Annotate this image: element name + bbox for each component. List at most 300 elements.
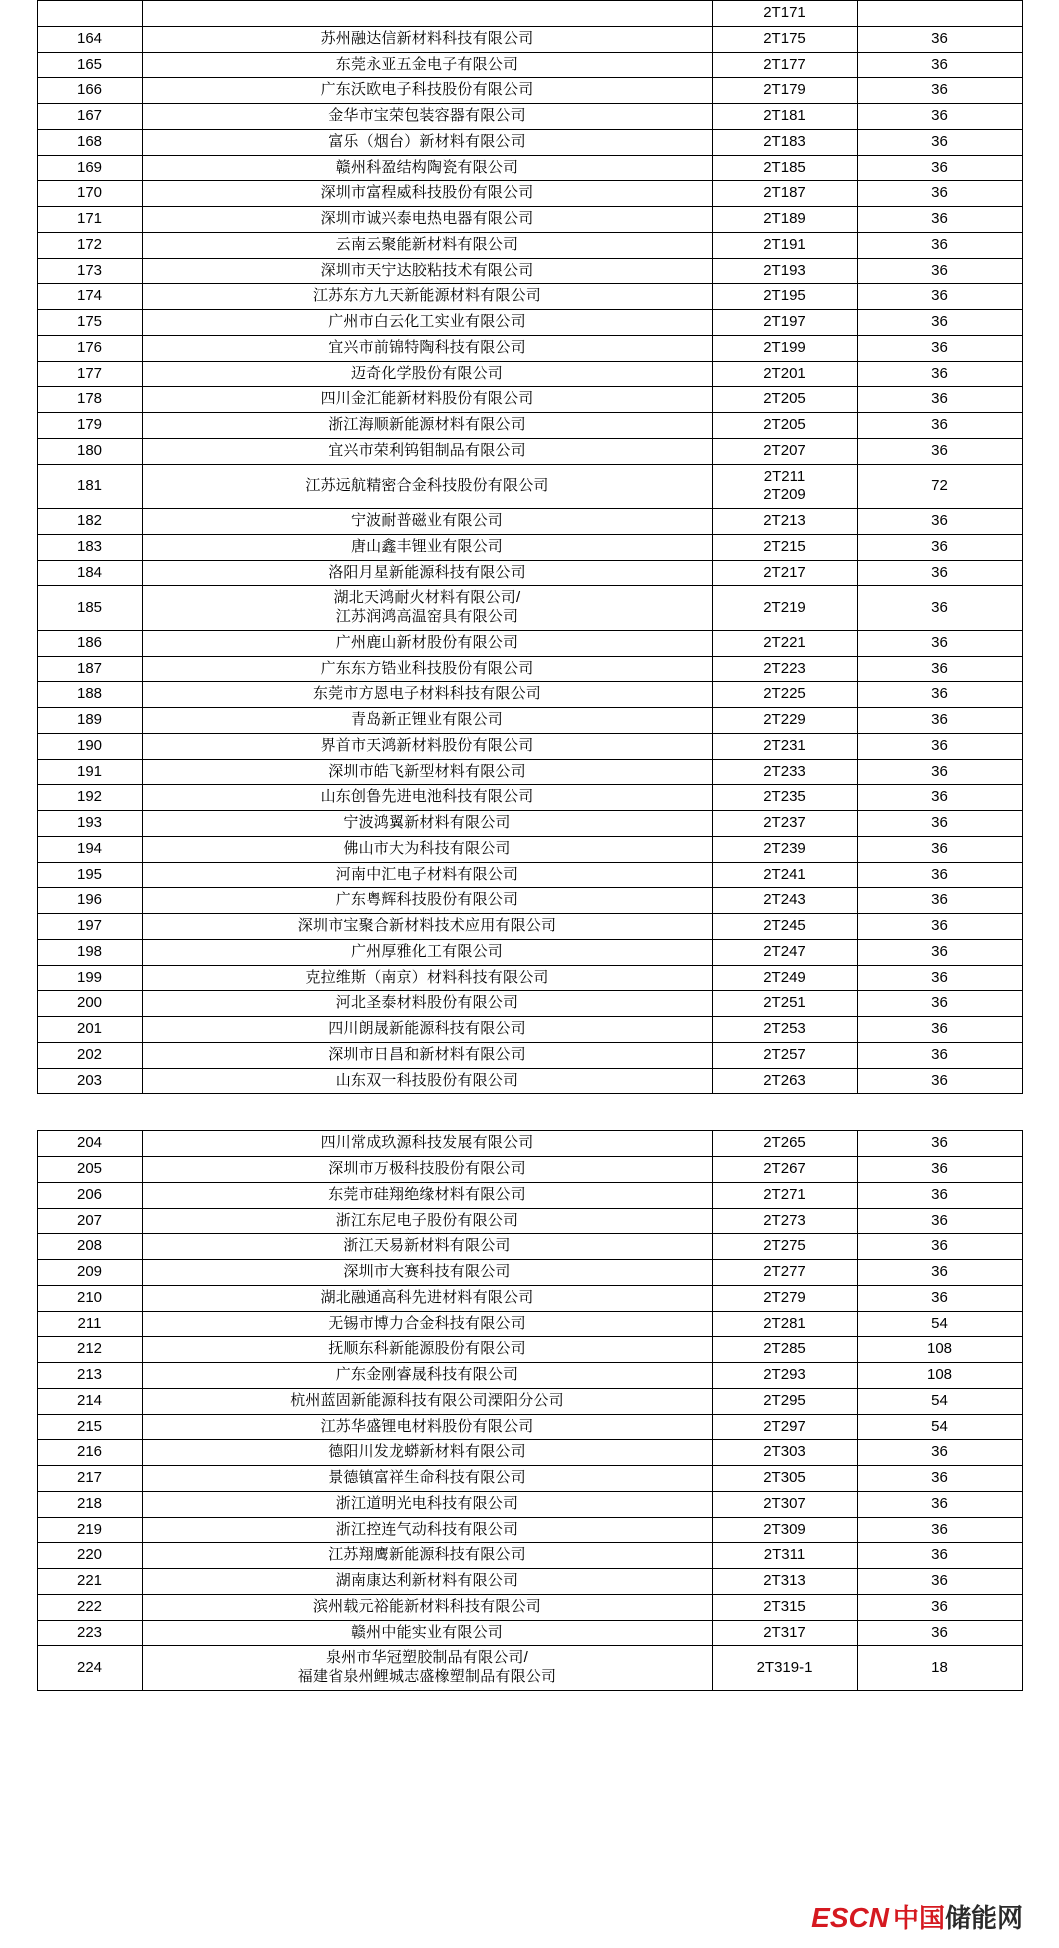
- cell-booth-area: 72: [857, 464, 1022, 509]
- cell-serial-number: 207: [37, 1208, 142, 1234]
- cell-company-name: 东莞市方恩电子材料科技有限公司: [142, 682, 712, 708]
- table-row: [37, 939, 1022, 965]
- cell-booth-number: 2T295: [712, 1388, 857, 1414]
- cell-serial-number: 224: [37, 1646, 142, 1691]
- cell-serial-number: 177: [37, 361, 142, 387]
- table-row: [37, 335, 1022, 361]
- cell-serial-number: 210: [37, 1285, 142, 1311]
- table-row: [37, 1157, 1022, 1183]
- cell-serial-number: 191: [37, 759, 142, 785]
- cell-serial-number: 190: [37, 733, 142, 759]
- table-row: [37, 1646, 1022, 1691]
- cell-booth-number: 2T319-1: [712, 1646, 857, 1691]
- table-body: [37, 1, 1022, 1094]
- cell-booth-area: 36: [857, 939, 1022, 965]
- table-row: [37, 1594, 1022, 1620]
- cell-company-name: 深圳市日昌和新材料有限公司: [142, 1042, 712, 1068]
- cell-company-name: 滨州载元裕能新材料科技有限公司: [142, 1594, 712, 1620]
- cell-company-name: 赣州中能实业有限公司: [142, 1620, 712, 1646]
- cell-company-name: 迈奇化学股份有限公司: [142, 361, 712, 387]
- table-row: [37, 284, 1022, 310]
- table-row: [37, 232, 1022, 258]
- table-row: [37, 1208, 1022, 1234]
- cell-booth-number: 2T235: [712, 785, 857, 811]
- cell-serial-number: 213: [37, 1363, 142, 1389]
- cell-booth-number: 2T245: [712, 914, 857, 940]
- cell-booth-area: 36: [857, 811, 1022, 837]
- cell-serial-number: 167: [37, 104, 142, 130]
- cell-company-name: 宁波鸿翼新材料有限公司: [142, 811, 712, 837]
- watermark-rest: 储能网: [944, 1903, 1023, 1933]
- cell-serial-number: 165: [37, 52, 142, 78]
- cell-serial-number: 184: [37, 560, 142, 586]
- cell-company-name: 浙江海顺新能源材料有限公司: [142, 413, 712, 439]
- cell-booth-area: 36: [857, 310, 1022, 336]
- cell-booth-area: 36: [857, 965, 1022, 991]
- cell-company-name: 东莞永亚五金电子有限公司: [142, 52, 712, 78]
- cell-booth-number: 2T305: [712, 1466, 857, 1492]
- cell-serial-number: 170: [37, 181, 142, 207]
- cell-booth-area: 36: [857, 1620, 1022, 1646]
- cell-booth-number: 2T317: [712, 1620, 857, 1646]
- cell-booth-area: 36: [857, 258, 1022, 284]
- table-row: [37, 888, 1022, 914]
- cell-serial-number: 195: [37, 862, 142, 888]
- cell-booth-number: 2T219: [712, 586, 857, 631]
- cell-booth-area: 36: [857, 534, 1022, 560]
- cell-booth-area: 36: [857, 52, 1022, 78]
- cell-serial-number: 193: [37, 811, 142, 837]
- cell-booth-number: 2T309: [712, 1517, 857, 1543]
- cell-booth-area: 36: [857, 733, 1022, 759]
- table-row: [37, 1414, 1022, 1440]
- cell-booth-number: 2T205: [712, 413, 857, 439]
- cell-serial-number: 168: [37, 129, 142, 155]
- cell-serial-number: 173: [37, 258, 142, 284]
- cell-booth-area: 36: [857, 560, 1022, 586]
- cell-serial-number: 172: [37, 232, 142, 258]
- table-row: [37, 1311, 1022, 1337]
- cell-company-name: 江苏远航精密合金科技股份有限公司: [142, 464, 712, 509]
- cell-company-name: 克拉维斯（南京）材料科技有限公司: [142, 965, 712, 991]
- cell-booth-area: 54: [857, 1388, 1022, 1414]
- cell-booth-area: 36: [857, 335, 1022, 361]
- cell-booth-area: 36: [857, 991, 1022, 1017]
- cell-company-name: 泉州市华冠塑胶制品有限公司/ 福建省泉州鲤城志盛橡塑制品有限公司: [142, 1646, 712, 1691]
- table-row: [37, 560, 1022, 586]
- cell-booth-number: 2T201: [712, 361, 857, 387]
- cell-serial-number: 198: [37, 939, 142, 965]
- table-row: [37, 630, 1022, 656]
- cell-company-name: 唐山鑫丰锂业有限公司: [142, 534, 712, 560]
- table-row: [37, 914, 1022, 940]
- cell-booth-area: 108: [857, 1363, 1022, 1389]
- table-row: [37, 387, 1022, 413]
- cell-booth-area: 54: [857, 1414, 1022, 1440]
- cell-serial-number: 188: [37, 682, 142, 708]
- table-row: [37, 811, 1022, 837]
- cell-booth-area: 36: [857, 181, 1022, 207]
- cell-serial-number: 205: [37, 1157, 142, 1183]
- table-body: [37, 1131, 1022, 1691]
- cell-booth-number: 2T231: [712, 733, 857, 759]
- cell-booth-area: 36: [857, 1543, 1022, 1569]
- cell-company-name: 湖北融通高科先进材料有限公司: [142, 1285, 712, 1311]
- cell-booth-area: 36: [857, 1285, 1022, 1311]
- cell-booth-area: 36: [857, 914, 1022, 940]
- cell-company-name: 四川常成玖源科技发展有限公司: [142, 1131, 712, 1157]
- cell-company-name: 杭州蓝固新能源科技有限公司溧阳分公司: [142, 1388, 712, 1414]
- table-row: [37, 1182, 1022, 1208]
- cell-company-name: 广州市白云化工实业有限公司: [142, 310, 712, 336]
- cell-company-name: 山东双一科技股份有限公司: [142, 1068, 712, 1094]
- cell-booth-area: 36: [857, 862, 1022, 888]
- cell-booth-number: 2T263: [712, 1068, 857, 1094]
- table-row: [37, 181, 1022, 207]
- table-row: [37, 708, 1022, 734]
- cell-booth-area: 36: [857, 1042, 1022, 1068]
- cell-booth-number: 2T313: [712, 1569, 857, 1595]
- table-row: [37, 1234, 1022, 1260]
- cell-booth-area: 36: [857, 284, 1022, 310]
- cell-booth-area: 36: [857, 104, 1022, 130]
- table-row: [37, 1068, 1022, 1094]
- cell-booth-area: 36: [857, 1068, 1022, 1094]
- table-row: [37, 1491, 1022, 1517]
- cell-company-name: 湖北天鸿耐火材料有限公司/ 江苏润鸿高温窑具有限公司: [142, 586, 712, 631]
- table-row: [37, 991, 1022, 1017]
- cell-serial-number: 186: [37, 630, 142, 656]
- cell-booth-number: 2T271: [712, 1182, 857, 1208]
- cell-serial-number: 204: [37, 1131, 142, 1157]
- cell-company-name: 江苏东方九天新能源材料有限公司: [142, 284, 712, 310]
- cell-company-name: 德阳川发龙蟒新材料有限公司: [142, 1440, 712, 1466]
- cell-booth-number: 2T277: [712, 1260, 857, 1286]
- cell-booth-number: 2T303: [712, 1440, 857, 1466]
- cell-booth-number: 2T297: [712, 1414, 857, 1440]
- table-row: [37, 1131, 1022, 1157]
- table-row: [37, 862, 1022, 888]
- cell-booth-area: 36: [857, 1517, 1022, 1543]
- cell-serial-number: 216: [37, 1440, 142, 1466]
- cell-company-name: 广州鹿山新材股份有限公司: [142, 630, 712, 656]
- cell-booth-number: 2T253: [712, 1017, 857, 1043]
- cell-booth-area: 36: [857, 759, 1022, 785]
- cell-booth-area: 36: [857, 888, 1022, 914]
- cell-serial-number: 208: [37, 1234, 142, 1260]
- page-bottom-spacer: [0, 1691, 1059, 1751]
- cell-company-name: 抚顺东科新能源股份有限公司: [142, 1337, 712, 1363]
- cell-serial-number: 178: [37, 387, 142, 413]
- cell-booth-area: 36: [857, 785, 1022, 811]
- cell-company-name: 河南中汇电子材料有限公司: [142, 862, 712, 888]
- cell-booth-number: 2T199: [712, 335, 857, 361]
- cell-serial-number: 197: [37, 914, 142, 940]
- table-row: [37, 1, 1022, 27]
- cell-booth-number: 2T267: [712, 1157, 857, 1183]
- cell-company-name: 深圳市富程威科技股份有限公司: [142, 181, 712, 207]
- cell-booth-area: 36: [857, 1234, 1022, 1260]
- cell-booth-number: 2T251: [712, 991, 857, 1017]
- cell-company-name: 深圳市大赛科技有限公司: [142, 1260, 712, 1286]
- cell-booth-number: 2T311: [712, 1543, 857, 1569]
- cell-booth-number: 2T179: [712, 78, 857, 104]
- cell-booth-area: 36: [857, 1569, 1022, 1595]
- cell-serial-number: 200: [37, 991, 142, 1017]
- cell-serial-number: 212: [37, 1337, 142, 1363]
- table-row: [37, 509, 1022, 535]
- cell-company-name: 深圳市天宁达胶粘技术有限公司: [142, 258, 712, 284]
- cell-booth-area: 36: [857, 232, 1022, 258]
- cell-booth-number: 2T249: [712, 965, 857, 991]
- table-row: [37, 1017, 1022, 1043]
- cell-company-name: 云南云聚能新材料有限公司: [142, 232, 712, 258]
- cell-company-name: 宜兴市前锦特陶科技有限公司: [142, 335, 712, 361]
- table-row: [37, 52, 1022, 78]
- cell-booth-area: 36: [857, 1182, 1022, 1208]
- cell-serial-number: 196: [37, 888, 142, 914]
- cell-company-name: 无锡市博力合金科技有限公司: [142, 1311, 712, 1337]
- cell-company-name: 深圳市诚兴泰电热电器有限公司: [142, 207, 712, 233]
- cell-booth-number: 2T195: [712, 284, 857, 310]
- cell-serial-number: 201: [37, 1017, 142, 1043]
- table-row: [37, 1440, 1022, 1466]
- cell-booth-area: 36: [857, 1466, 1022, 1492]
- cell-booth-area: 36: [857, 1157, 1022, 1183]
- cell-serial-number: 166: [37, 78, 142, 104]
- cell-booth-number: 2T175: [712, 26, 857, 52]
- cell-booth-number: 2T247: [712, 939, 857, 965]
- cell-booth-area: 36: [857, 413, 1022, 439]
- table-row: [37, 1388, 1022, 1414]
- exhibitor-table: [37, 0, 1023, 1094]
- cell-booth-number: 2T293: [712, 1363, 857, 1389]
- cell-serial-number: 183: [37, 534, 142, 560]
- table-row: [37, 586, 1022, 631]
- cell-company-name: 河北圣泰材料股份有限公司: [142, 991, 712, 1017]
- cell-booth-area: 36: [857, 1131, 1022, 1157]
- cell-booth-number: 2T177: [712, 52, 857, 78]
- cell-booth-number: 2T225: [712, 682, 857, 708]
- table-row: [37, 464, 1022, 509]
- cell-booth-number: 2T275: [712, 1234, 857, 1260]
- table-row: [37, 733, 1022, 759]
- cell-company-name: 浙江控连气动科技有限公司: [142, 1517, 712, 1543]
- cell-booth-number: 2T221: [712, 630, 857, 656]
- cell-booth-area: 36: [857, 630, 1022, 656]
- cell-company-name: 宁波耐普磁业有限公司: [142, 509, 712, 535]
- cell-booth-area: 36: [857, 155, 1022, 181]
- cell-serial-number: 187: [37, 656, 142, 682]
- cell-booth-number: 2T205: [712, 387, 857, 413]
- cell-serial-number: 189: [37, 708, 142, 734]
- cell-booth-number: 2T285: [712, 1337, 857, 1363]
- cell-booth-number: 2T197: [712, 310, 857, 336]
- cell-company-name: 山东创鲁先进电池科技有限公司: [142, 785, 712, 811]
- table-row: [37, 1517, 1022, 1543]
- cell-company-name: 深圳市万极科技股份有限公司: [142, 1157, 712, 1183]
- cell-serial-number: 194: [37, 836, 142, 862]
- cell-serial-number: 223: [37, 1620, 142, 1646]
- cell-serial-number: 220: [37, 1543, 142, 1569]
- cell-serial-number: 180: [37, 438, 142, 464]
- table-row: [37, 1337, 1022, 1363]
- cell-booth-number: 2T243: [712, 888, 857, 914]
- cell-company-name: 广东金刚睿晟科技有限公司: [142, 1363, 712, 1389]
- cell-booth-area: 36: [857, 1440, 1022, 1466]
- cell-booth-number: 2T183: [712, 129, 857, 155]
- table-row: [37, 1285, 1022, 1311]
- cell-serial-number: 199: [37, 965, 142, 991]
- cell-serial-number: 211: [37, 1311, 142, 1337]
- cell-booth-number: 2T273: [712, 1208, 857, 1234]
- table-row: [37, 1620, 1022, 1646]
- cell-serial-number: [37, 1, 142, 27]
- cell-booth-area: 36: [857, 26, 1022, 52]
- table-row: [37, 78, 1022, 104]
- cell-booth-number: 2T215: [712, 534, 857, 560]
- cell-booth-number: 2T237: [712, 811, 857, 837]
- watermark-highlight: 中国: [892, 1903, 945, 1933]
- cell-booth-area: 36: [857, 1208, 1022, 1234]
- cell-serial-number: 206: [37, 1182, 142, 1208]
- cell-booth-area: 36: [857, 682, 1022, 708]
- cell-company-name: 景德镇富祥生命科技有限公司: [142, 1466, 712, 1492]
- table-row: [37, 965, 1022, 991]
- cell-booth-area: 36: [857, 438, 1022, 464]
- cell-serial-number: 203: [37, 1068, 142, 1094]
- cell-booth-number: 2T217: [712, 560, 857, 586]
- cell-company-name: 宜兴市荣利钨钼制品有限公司: [142, 438, 712, 464]
- cell-serial-number: 192: [37, 785, 142, 811]
- cell-company-name: 广州厚雅化工有限公司: [142, 939, 712, 965]
- table-row: [37, 759, 1022, 785]
- cell-booth-number: 2T223: [712, 656, 857, 682]
- escn-watermark: [811, 1904, 1023, 1932]
- table-row: [37, 361, 1022, 387]
- cell-booth-area: 36: [857, 1017, 1022, 1043]
- table-row: [37, 104, 1022, 130]
- table-row: [37, 258, 1022, 284]
- table-row: [37, 26, 1022, 52]
- cell-company-name: 深圳市宝聚合新材料技术应用有限公司: [142, 914, 712, 940]
- cell-booth-area: 36: [857, 78, 1022, 104]
- cell-booth-number: 2T239: [712, 836, 857, 862]
- table-row: [37, 155, 1022, 181]
- cell-booth-area: [857, 1, 1022, 27]
- cell-booth-number: 2T265: [712, 1131, 857, 1157]
- exhibitor-table: [37, 1130, 1023, 1691]
- cell-company-name: 佛山市大为科技有限公司: [142, 836, 712, 862]
- table-row: [37, 1260, 1022, 1286]
- cell-company-name: 洛阳月星新能源科技有限公司: [142, 560, 712, 586]
- cell-booth-area: 36: [857, 129, 1022, 155]
- cell-serial-number: 174: [37, 284, 142, 310]
- cell-booth-number: 2T213: [712, 509, 857, 535]
- cell-serial-number: 202: [37, 1042, 142, 1068]
- cell-serial-number: 164: [37, 26, 142, 52]
- cell-booth-number: 2T307: [712, 1491, 857, 1517]
- cell-serial-number: 171: [37, 207, 142, 233]
- cell-company-name: 东莞市硅翔绝缘材料有限公司: [142, 1182, 712, 1208]
- cell-booth-area: 108: [857, 1337, 1022, 1363]
- cell-booth-number: 2T257: [712, 1042, 857, 1068]
- cell-serial-number: 181: [37, 464, 142, 509]
- cell-booth-number: 2T233: [712, 759, 857, 785]
- table-row: [37, 1466, 1022, 1492]
- table-row: [37, 1363, 1022, 1389]
- block-separator: [0, 1094, 1059, 1130]
- cell-booth-number: 2T181: [712, 104, 857, 130]
- cell-booth-number: 2T193: [712, 258, 857, 284]
- cell-booth-number: 2T189: [712, 207, 857, 233]
- cell-booth-number: 2T171: [712, 1, 857, 27]
- cell-serial-number: 209: [37, 1260, 142, 1286]
- cell-booth-area: 36: [857, 509, 1022, 535]
- table-row: [37, 785, 1022, 811]
- cell-booth-number: 2T185: [712, 155, 857, 181]
- cell-serial-number: 215: [37, 1414, 142, 1440]
- cell-booth-area: 18: [857, 1646, 1022, 1691]
- cell-company-name: 富乐（烟台）新材料有限公司: [142, 129, 712, 155]
- cell-company-name: 四川金汇能新材料股份有限公司: [142, 387, 712, 413]
- cell-company-name: 赣州科盈结构陶瓷有限公司: [142, 155, 712, 181]
- cell-booth-number: 2T187: [712, 181, 857, 207]
- cell-company-name: 浙江道明光电科技有限公司: [142, 1491, 712, 1517]
- cell-booth-number: 2T191: [712, 232, 857, 258]
- cell-serial-number: 175: [37, 310, 142, 336]
- cell-booth-area: 36: [857, 1594, 1022, 1620]
- cell-booth-area: 36: [857, 387, 1022, 413]
- table-row: [37, 1569, 1022, 1595]
- cell-booth-number: 2T207: [712, 438, 857, 464]
- cell-company-name: 四川朗晟新能源科技有限公司: [142, 1017, 712, 1043]
- cell-serial-number: 221: [37, 1569, 142, 1595]
- cell-booth-area: 54: [857, 1311, 1022, 1337]
- table-row: [37, 1543, 1022, 1569]
- cell-booth-number: 2T281: [712, 1311, 857, 1337]
- cell-company-name: 江苏翔鹰新能源科技有限公司: [142, 1543, 712, 1569]
- cell-booth-number: 2T315: [712, 1594, 857, 1620]
- cell-company-name: 浙江东尼电子股份有限公司: [142, 1208, 712, 1234]
- cell-serial-number: 179: [37, 413, 142, 439]
- table-row: [37, 534, 1022, 560]
- cell-company-name: 浙江天易新材料有限公司: [142, 1234, 712, 1260]
- cell-booth-number: 2T279: [712, 1285, 857, 1311]
- cell-booth-number: 2T229: [712, 708, 857, 734]
- cell-serial-number: 217: [37, 1466, 142, 1492]
- cell-company-name: 广东东方锆业科技股份有限公司: [142, 656, 712, 682]
- cell-booth-area: 36: [857, 361, 1022, 387]
- cell-booth-area: 36: [857, 207, 1022, 233]
- cell-company-name: 湖南康达利新材料有限公司: [142, 1569, 712, 1595]
- cell-company-name: 江苏华盛锂电材料股份有限公司: [142, 1414, 712, 1440]
- cell-company-name: 深圳市皓飞新型材料有限公司: [142, 759, 712, 785]
- cell-company-name: 苏州融达信新材料科技有限公司: [142, 26, 712, 52]
- exhibitor-table-block-2: [0, 1130, 1059, 1691]
- cell-company-name: 广东粤辉科技股份有限公司: [142, 888, 712, 914]
- cell-booth-area: 36: [857, 586, 1022, 631]
- table-row: [37, 1042, 1022, 1068]
- cell-company-name: 青岛新正锂业有限公司: [142, 708, 712, 734]
- cell-booth-number: 2T211 2T209: [712, 464, 857, 509]
- table-row: [37, 438, 1022, 464]
- cell-booth-area: 36: [857, 708, 1022, 734]
- cell-serial-number: 214: [37, 1388, 142, 1414]
- cell-serial-number: 219: [37, 1517, 142, 1543]
- cell-booth-number: 2T241: [712, 862, 857, 888]
- cell-serial-number: 169: [37, 155, 142, 181]
